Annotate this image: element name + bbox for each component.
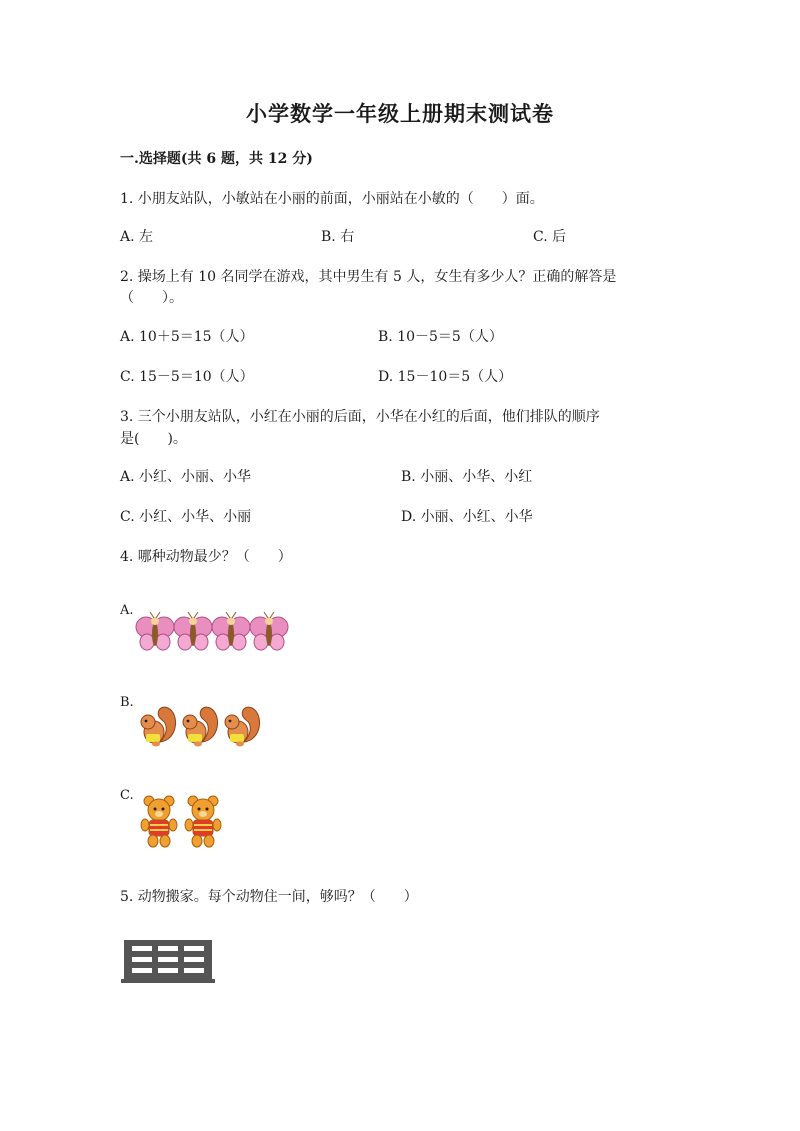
q1-option-c[interactable]: C. 后 — [533, 229, 567, 245]
squirrel-icon — [183, 707, 218, 746]
page-title: 小学数学一年级上册期末测试卷 — [246, 101, 554, 126]
butterfly-icon — [212, 612, 250, 650]
q4-option-c-label[interactable]: C. — [120, 788, 134, 803]
building-icon — [120, 940, 216, 984]
section-heading: 一.选择题(共 6 题，共 12 分) — [120, 151, 313, 167]
question-2-stem-line1: 2. 操场上有 10 名同学在游戏，其中男生有 5 人，女生有多少人？正确的解答是 — [120, 269, 617, 285]
q3-option-b[interactable]: B. 小丽、小华、小红 — [401, 469, 533, 485]
bear-icon — [185, 796, 221, 847]
q2-option-c[interactable]: C. 15－5＝10（人） — [120, 369, 254, 385]
question-3-stem-line2: 是( )。 — [120, 431, 187, 447]
question-1-stem: 1. 小朋友站队，小敏站在小丽的前面，小丽站在小敏的（ ）面。 — [120, 191, 544, 207]
q2-option-d[interactable]: D. 15－10＝5（人） — [378, 369, 513, 385]
q2-option-a[interactable]: A. 10＋5＝15（人） — [120, 329, 254, 345]
squirrel-icon — [225, 707, 260, 746]
q3-option-d[interactable]: D. 小丽、小红、小华 — [401, 509, 533, 525]
q1-option-a[interactable]: A. 左 — [120, 229, 154, 245]
q3-option-c[interactable]: C. 小红、小华、小丽 — [120, 509, 252, 525]
question-3-stem-line1: 3. 三个小朋友站队，小红在小丽的后面，小华在小红的后面，他们排队的顺序 — [120, 409, 600, 425]
question-2-stem-line2: （ ）。 — [120, 290, 183, 306]
q4-option-c-picture[interactable] — [140, 795, 230, 849]
q1-option-b[interactable]: B. 右 — [321, 229, 355, 245]
butterfly-icon — [136, 612, 174, 650]
squirrel-icon — [141, 707, 176, 746]
q4-option-b-picture[interactable] — [138, 704, 268, 748]
bear-icon — [141, 796, 177, 847]
question-4-stem: 4. 哪种动物最少？（ ） — [120, 549, 292, 565]
q2-option-b[interactable]: B. 10－5＝5（人） — [378, 329, 503, 345]
q4-option-b-label[interactable]: B. — [120, 695, 134, 710]
q4-option-a-picture[interactable] — [134, 612, 294, 654]
butterfly-icon — [250, 612, 288, 650]
q3-option-a[interactable]: A. 小红、小丽、小华 — [120, 469, 252, 485]
question-5-stem: 5. 动物搬家。每个动物住一间，够吗？（ ） — [120, 889, 418, 905]
q4-option-a-label[interactable]: A. — [120, 603, 134, 618]
butterfly-icon — [174, 612, 212, 650]
